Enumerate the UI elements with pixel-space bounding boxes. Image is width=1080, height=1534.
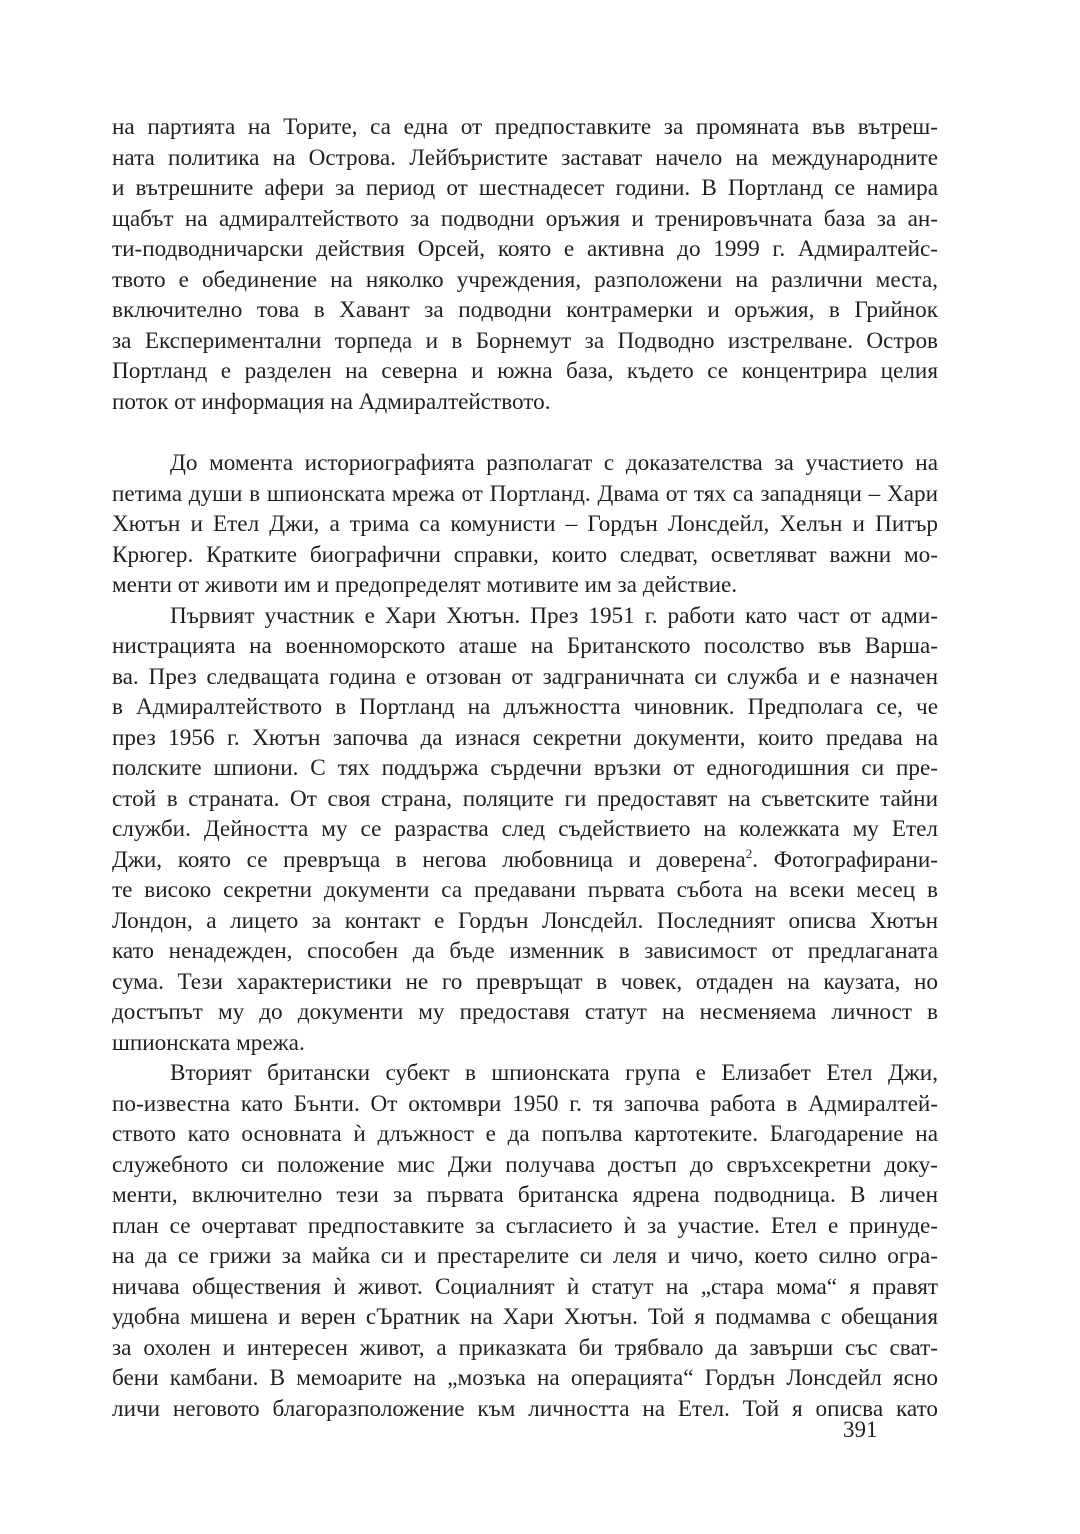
text-line: стой в страната. От своя страна, поляците ги предоставят на съветските тайни: [112, 785, 938, 812]
text-line: сума. Тези характеристики не го превръщат в човек, отдаден на каузата, но: [112, 968, 938, 995]
text-line: полските шпиони. С тях поддържа сърдечни връзки от едногодишния си пре-: [112, 755, 938, 781]
text-line: на да се грижи за майка си и престарелите си леля и чичо, което силно огра-: [112, 1243, 938, 1269]
text-line: бени камбани. В мемоарите на „мозъка на операцията“ Гордън Лонсдейл ясно: [112, 1365, 938, 1391]
text-line: ва. През следващата година е отзован от задграничната си служба и е назначен: [112, 663, 938, 690]
paragraph-2: [112, 448, 938, 601]
text-line: поток от информация на Адмиралтейството.: [112, 388, 551, 415]
text-line: те високо секретни документи са предавани първата събота на всеки месец в: [112, 877, 938, 903]
text-line: за Експериментални торпеда и в Борнемут за Подводно изстрелване. Остров: [112, 327, 938, 354]
text-line: като ненадежден, способен да бъде изменник в зависимост от предлаганата: [112, 938, 938, 964]
footnote-line-before: Джи, която се превръща в негова любовница и доверена: [112, 846, 746, 873]
text-line: Първият участник е Хари Хютън. През 1951 г. работи като част от адми-: [170, 602, 938, 629]
text-line-with-footnote: [112, 845, 938, 876]
text-line: менти от животи им и предопределят мотивите им за действие.: [112, 572, 738, 598]
text-line: ти-подводничарски действия Орсей, която е активна до 1999 г. Адмиралтейс-: [112, 236, 938, 262]
text-line: твото е обединение на няколко учреждения, разположени на различни места,: [112, 266, 938, 293]
text-line: удобна мишена и верен сЪратник на Хари Хютън. Той я подмамва с обещания: [112, 1304, 938, 1330]
text-line: по-известна като Бънти. От октомври 1950 г. тя започва работа в Адмиралтей-: [112, 1090, 938, 1117]
text-line: на партията на Торите, са една от предпоставките за промяната във вътреш-: [112, 114, 938, 140]
text-line: включително това в Хавант за подводни контрамерки и оръжия, в Грийнок: [112, 297, 938, 323]
text-line: петима души в шпионската мрежа от Портланд. Двама от тях са западняци – Хари: [112, 480, 938, 507]
text-line: Крюгер. Кратките биографични справки, които следват, осветляват важни мо-: [112, 541, 938, 568]
text-line: Лондон, а лицето за контакт е Гордън Лонсдейл. Последният описва Хютън: [112, 907, 938, 934]
paragraph-1: [112, 112, 938, 417]
text-line: за охолен и интересен живот, а приказката би трябвало да завърши със сват-: [112, 1334, 938, 1361]
text-line: достъпът му до документи му предоставя статут на несменяема личност в: [112, 999, 938, 1025]
page-text-body: [112, 112, 938, 1424]
paragraph-4: [112, 1058, 938, 1424]
text-line: служебното си положение мис Джи получава достъп до свръхсекретни доку-: [112, 1151, 938, 1178]
text-line: и вътрешните афери за период от шестнадесет години. В Портланд се намира: [112, 175, 938, 201]
text-line: ничава обществения ѝ живот. Социалният ѝ статут на „стара мома“ я правят: [112, 1273, 938, 1300]
text-line: Вторият британски субект в шпионската група е Елизабет Етел Джи,: [170, 1060, 938, 1086]
text-line: служби. Дейността му се разраства след съдействието на колежката му Етел: [112, 816, 938, 842]
text-line: нистрацията на военноморското аташе на Британското посолство във Варша-: [112, 633, 938, 659]
footnote-marker[interactable]: 2: [745, 845, 753, 861]
text-line: в Адмиралтейството в Портланд на длъжността чиновник. Предполага се, че: [112, 694, 938, 720]
text-line: Хютън и Етел Джи, а трима са комунисти – Гордън Лонсдейл, Хелън и Питър: [112, 511, 938, 537]
text-line: шпионската мрежа.: [112, 1029, 305, 1056]
text-line: личи неговото благоразположение към личността на Етел. Той я описва като: [112, 1395, 938, 1422]
footnote-line-after: . Фотографирани-: [752, 846, 938, 873]
page-number: 391: [843, 1417, 878, 1442]
text-line: ството като основната ѝ длъжност е да попълва картотеките. Благодарение на: [112, 1121, 938, 1147]
text-line: план се очертават предпоставките за съгласието ѝ за участие. Етел е принуде-: [112, 1212, 938, 1239]
text-line: щабът на адмиралтейството за подводни оръжия и тренировъчната база за ан-: [112, 205, 938, 232]
text-line: ната политика на Острова. Лейбъристите застават начело на международните: [112, 144, 938, 171]
text-line: Портланд е разделен на северна и южна база, където се концентрира целия: [112, 358, 938, 384]
paragraph-3: [112, 601, 938, 1059]
text-line: менти, включително тези за първата британска ядрена подводница. В личен: [112, 1182, 938, 1208]
text-line: през 1956 г. Хютън започва да изнася секретни документи, които предава на: [112, 724, 938, 751]
text-line: До момента историографията разполагат с доказателства за участието на: [170, 450, 938, 476]
